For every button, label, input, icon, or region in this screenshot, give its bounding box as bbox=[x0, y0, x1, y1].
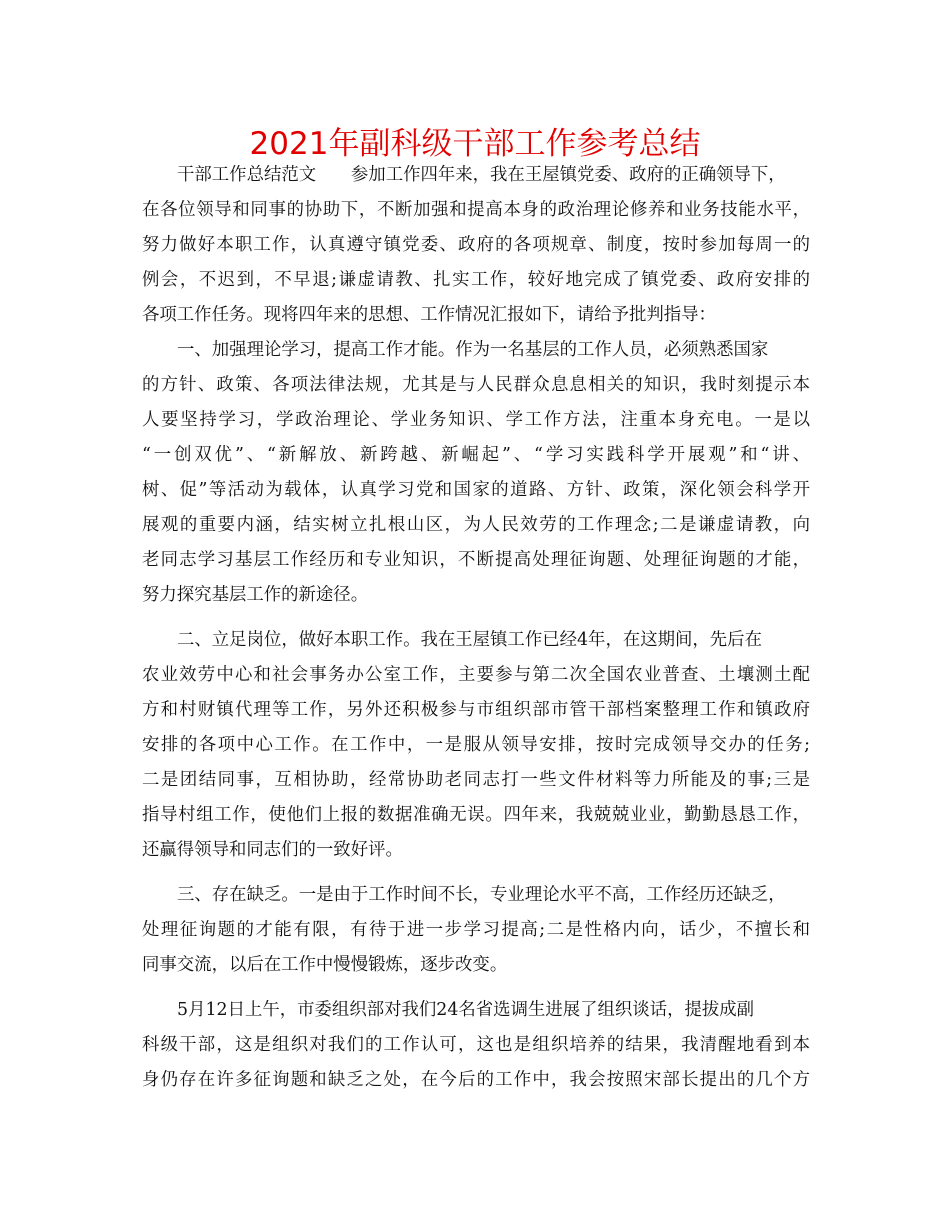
text-line: 5月12日上午，市委组织部对我们24名省选调生进展了组织谈话，提拔成副 bbox=[177, 1000, 755, 1020]
text-line: 科级干部，这是组织对我们的工作认可，这也是组织培养的结果，我清醒地看到本 bbox=[142, 1035, 810, 1055]
text-line: 人要坚持学习，学政治理论、学业务知识、学工作方法，注重本身充电。一是以 bbox=[142, 410, 810, 430]
paragraph-job-duties bbox=[142, 623, 810, 868]
text-line: 一、加强理论学习，提高工作才能。作为一名基层的工作人员，必须熟悉国家 bbox=[177, 340, 769, 360]
paragraph-theory-study bbox=[142, 333, 810, 613]
text-line: 二、立足岗位，做好本职工作。我在王屋镇工作已经4年，在这期间，先后在 bbox=[177, 630, 762, 650]
text-line: 树、促”等活动为载体，认真学习党和国家的道路、方针、政策，深化领会科学开 bbox=[142, 480, 810, 500]
paragraph-shortcomings bbox=[142, 878, 810, 983]
document-body bbox=[142, 158, 810, 1098]
text-line: 身仍存在许多征询题和缺乏之处，在今后的工作中，我会按照宋部长提出的几个方 bbox=[142, 1070, 810, 1090]
text-line: 老同志学习基层工作经历和专业知识，不断提高处理征询题、处理征询题的才能， bbox=[142, 550, 810, 570]
text-line: “一创双优”、“新解放、新跨越、新崛起”、“学习实践科学开展观”和“讲、 bbox=[142, 445, 810, 465]
text-line: 干部工作总结范文 参加工作四年来，我在王屋镇党委、政府的正确领导下， bbox=[177, 165, 786, 185]
text-line: 三、存在缺乏。一是由于工作时间不长，专业理论水平不高，工作经历还缺乏， bbox=[177, 885, 786, 905]
text-line: 还赢得领导和同志们的一致好评。 bbox=[142, 840, 403, 860]
paragraph-promotion bbox=[142, 993, 810, 1098]
text-line: 二是团结同事，互相协助，经常协助老同志打一些文件材料等力所能及的事;三是 bbox=[142, 770, 810, 790]
text-line: 在各位领导和同事的协助下，不断加强和提高本身的政治理论修养和业务技能水平， bbox=[142, 200, 810, 220]
text-line: 各项工作任务。现将四年来的思想、工作情况汇报如下，请给予批判指导： bbox=[142, 305, 716, 325]
text-line: 例会，不迟到，不早退;谦虚请教、扎实工作，较好地完成了镇党委、政府安排的 bbox=[142, 270, 810, 290]
text-line: 方和村财镇代理等工作，另外还积极参与市组织部市管干部档案整理工作和镇政府 bbox=[142, 700, 810, 720]
text-line: 安排的各项中心工作。在工作中，一是服从领导安排，按时完成领导交办的任务; bbox=[142, 735, 810, 755]
document-title: 2021年副科级干部工作参考总结 bbox=[249, 126, 701, 162]
text-line: 的方针、政策、各项法律法规，尤其是与人民群众息息相关的知识，我时刻提示本 bbox=[142, 375, 810, 395]
text-line: 指导村组工作，使他们上报的数据准确无误。四年来，我兢兢业业，勤勤恳恳工作， bbox=[142, 805, 810, 825]
text-line: 处理征询题的才能有限，有待于进一步学习提高;二是性格内向，话少，不擅长和 bbox=[142, 920, 810, 940]
paragraph-intro bbox=[142, 158, 810, 333]
text-line: 努力做好本职工作，认真遵守镇党委、政府的各项规章、制度，按时参加每周一的 bbox=[142, 235, 810, 255]
text-line: 农业效劳中心和社会事务办公室工作，主要参与第二次全国农业普查、土壤测土配 bbox=[142, 665, 810, 685]
text-line: 同事交流，以后在工作中慢慢锻炼，逐步改变。 bbox=[142, 955, 508, 975]
text-line: 展观的重要内涵，结实树立扎根山区，为人民效劳的工作理念;二是谦虚请教，向 bbox=[142, 515, 810, 535]
text-line: 努力探究基层工作的新途径。 bbox=[142, 585, 369, 605]
